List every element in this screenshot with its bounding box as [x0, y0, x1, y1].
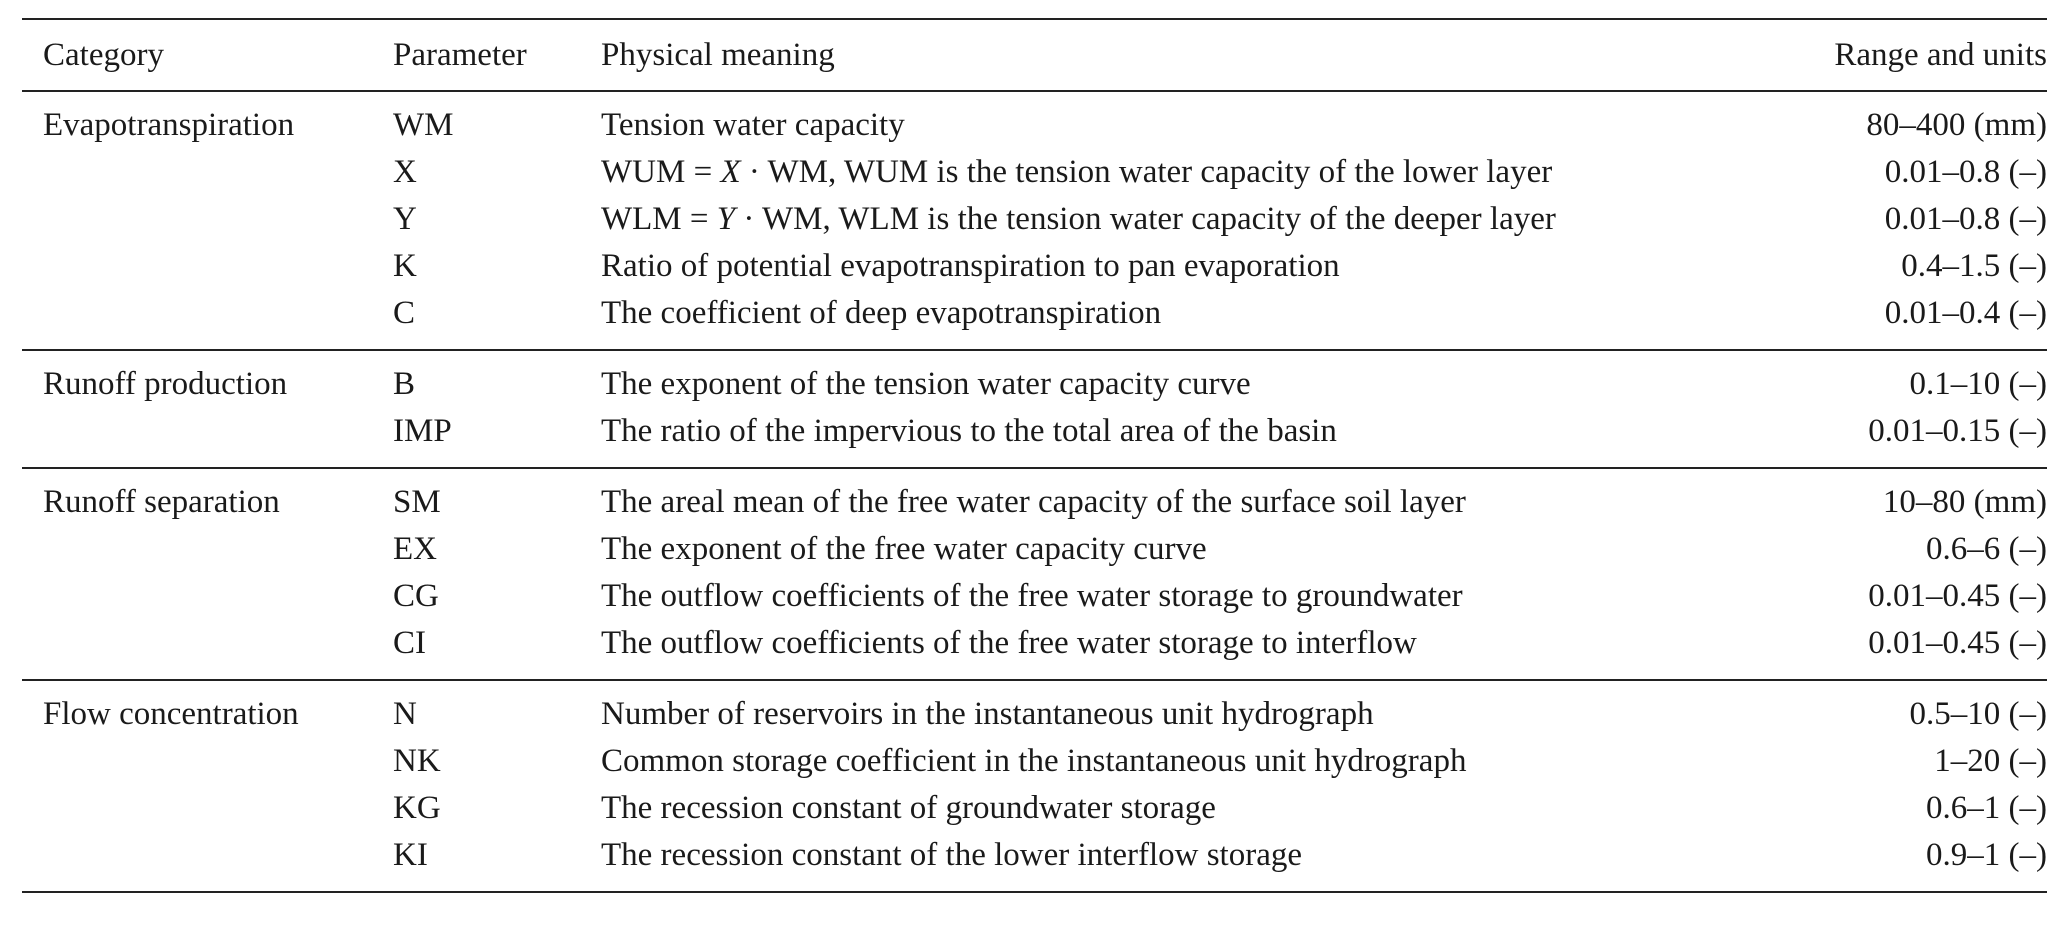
- meaning-cell: The exponent of the tension water capacity curve: [601, 366, 1251, 402]
- table-row: [22, 243, 2047, 290]
- range-cell: 0.6–1 (–): [1926, 790, 2047, 826]
- range-cell: 0.01–0.4 (–): [1884, 295, 2047, 331]
- parameter-table: [22, 18, 2047, 893]
- meaning-cell: Number of reservoirs in the instantaneous unit hydrograph: [601, 696, 1374, 732]
- range-cell: 0.1–10 (–): [1909, 366, 2047, 402]
- meaning-cell: The ratio of the impervious to the total area of the basin: [601, 413, 1337, 449]
- table-row: [22, 620, 2047, 680]
- category-cell: Evapotranspiration: [43, 107, 295, 143]
- range-cell: 0.6–6 (–): [1926, 531, 2047, 567]
- group-runoff-separation: [22, 468, 2047, 680]
- group-evapotranspiration: [22, 91, 2047, 350]
- table-row: [22, 468, 2047, 526]
- parameter-cell: KG: [393, 790, 441, 826]
- parameter-cell: CI: [393, 625, 426, 661]
- meaning-text: · WM, WLM is the tension water capacity of the deeper layer: [735, 201, 1556, 237]
- table-row: [22, 832, 2047, 892]
- parameter-cell: CG: [393, 578, 439, 614]
- parameter-cell: IMP: [393, 413, 452, 449]
- meaning-cell: [601, 196, 1784, 243]
- range-cell: 0.01–0.15 (–): [1868, 413, 2047, 449]
- parameter-cell: X: [393, 154, 417, 190]
- category-cell-empty: [22, 526, 393, 573]
- table-row: [22, 408, 2047, 468]
- category-cell-empty: [22, 785, 393, 832]
- meaning-cell: The areal mean of the free water capacity of the surface soil layer: [601, 484, 1466, 520]
- meaning-variable: Y: [716, 201, 736, 237]
- table-row: [22, 149, 2047, 196]
- range-cell: 0.01–0.8 (–): [1884, 201, 2047, 237]
- meaning-cell: The exponent of the free water capacity curve: [601, 531, 1207, 567]
- header-range: Range and units: [1834, 36, 2047, 73]
- range-cell: 0.9–1 (–): [1926, 837, 2047, 873]
- meaning-variable: X: [720, 154, 741, 190]
- table-row: [22, 91, 2047, 149]
- meaning-cell: The outflow coefficients of the free water storage to interflow: [601, 625, 1417, 661]
- meaning-text: · WM, WUM is the tension water capacity of the lower layer: [740, 154, 1553, 190]
- meaning-cell: Tension water capacity: [601, 107, 905, 143]
- category-cell-empty: [22, 573, 393, 620]
- category-cell-empty: [22, 620, 393, 680]
- parameter-cell: WM: [393, 107, 454, 143]
- parameter-table-container: [22, 18, 2047, 893]
- table-row: [22, 738, 2047, 785]
- category-cell-empty: [22, 290, 393, 350]
- group-flow-concentration: [22, 680, 2047, 892]
- category-cell-empty: [22, 149, 393, 196]
- category-cell: Runoff production: [43, 366, 288, 402]
- meaning-cell: The outflow coefficients of the free water storage to groundwater: [601, 578, 1463, 614]
- table-row: [22, 526, 2047, 573]
- table-row: [22, 350, 2047, 408]
- meaning-text: WLM =: [601, 201, 717, 237]
- header-category: Category: [43, 36, 164, 73]
- category-cell-empty: [22, 738, 393, 785]
- category-cell: Flow concentration: [43, 696, 299, 732]
- category-cell: Runoff separation: [43, 484, 280, 520]
- table-row: [22, 290, 2047, 350]
- meaning-text: WUM =: [601, 154, 721, 190]
- parameter-cell: KI: [393, 837, 428, 873]
- parameter-cell: EX: [393, 531, 437, 567]
- parameter-cell: NK: [393, 743, 441, 779]
- parameter-cell: N: [393, 696, 417, 732]
- header-row: [22, 19, 2047, 91]
- table-row: [22, 785, 2047, 832]
- group-runoff-production: [22, 350, 2047, 468]
- table-row: [22, 196, 2047, 243]
- meaning-cell: Ratio of potential evapotranspiration to pan evaporation: [601, 248, 1340, 284]
- category-cell-empty: [22, 832, 393, 892]
- table-row: [22, 573, 2047, 620]
- table-header: [22, 19, 2047, 91]
- range-cell: 0.01–0.8 (–): [1884, 154, 2047, 190]
- range-cell: 0.4–1.5 (–): [1901, 248, 2047, 284]
- parameter-cell: C: [393, 295, 416, 331]
- meaning-cell: Common storage coefficient in the instantaneous unit hydrograph: [601, 743, 1467, 779]
- table-row: [22, 680, 2047, 738]
- range-cell: 80–400 (mm): [1866, 107, 2047, 143]
- range-cell: 1–20 (–): [1934, 743, 2047, 779]
- range-cell: 10–80 (mm): [1882, 484, 2047, 520]
- range-cell: 0.01–0.45 (–): [1868, 578, 2047, 614]
- parameter-cell: Y: [393, 201, 417, 237]
- category-cell-empty: [22, 243, 393, 290]
- parameter-cell: K: [393, 248, 417, 284]
- meaning-cell: The recession constant of the lower interflow storage: [601, 837, 1303, 873]
- category-cell-empty: [22, 196, 393, 243]
- header-meaning: Physical meaning: [601, 36, 835, 73]
- parameter-cell: SM: [393, 484, 441, 520]
- range-cell: 0.5–10 (–): [1909, 696, 2047, 732]
- meaning-cell: The recession constant of groundwater storage: [601, 790, 1216, 826]
- header-parameter: Parameter: [393, 36, 527, 73]
- meaning-cell: The coefficient of deep evapotranspiration: [601, 295, 1162, 331]
- parameter-cell: B: [393, 366, 416, 402]
- meaning-cell: [601, 149, 1784, 196]
- range-cell: 0.01–0.45 (–): [1868, 625, 2047, 661]
- category-cell-empty: [22, 408, 393, 468]
